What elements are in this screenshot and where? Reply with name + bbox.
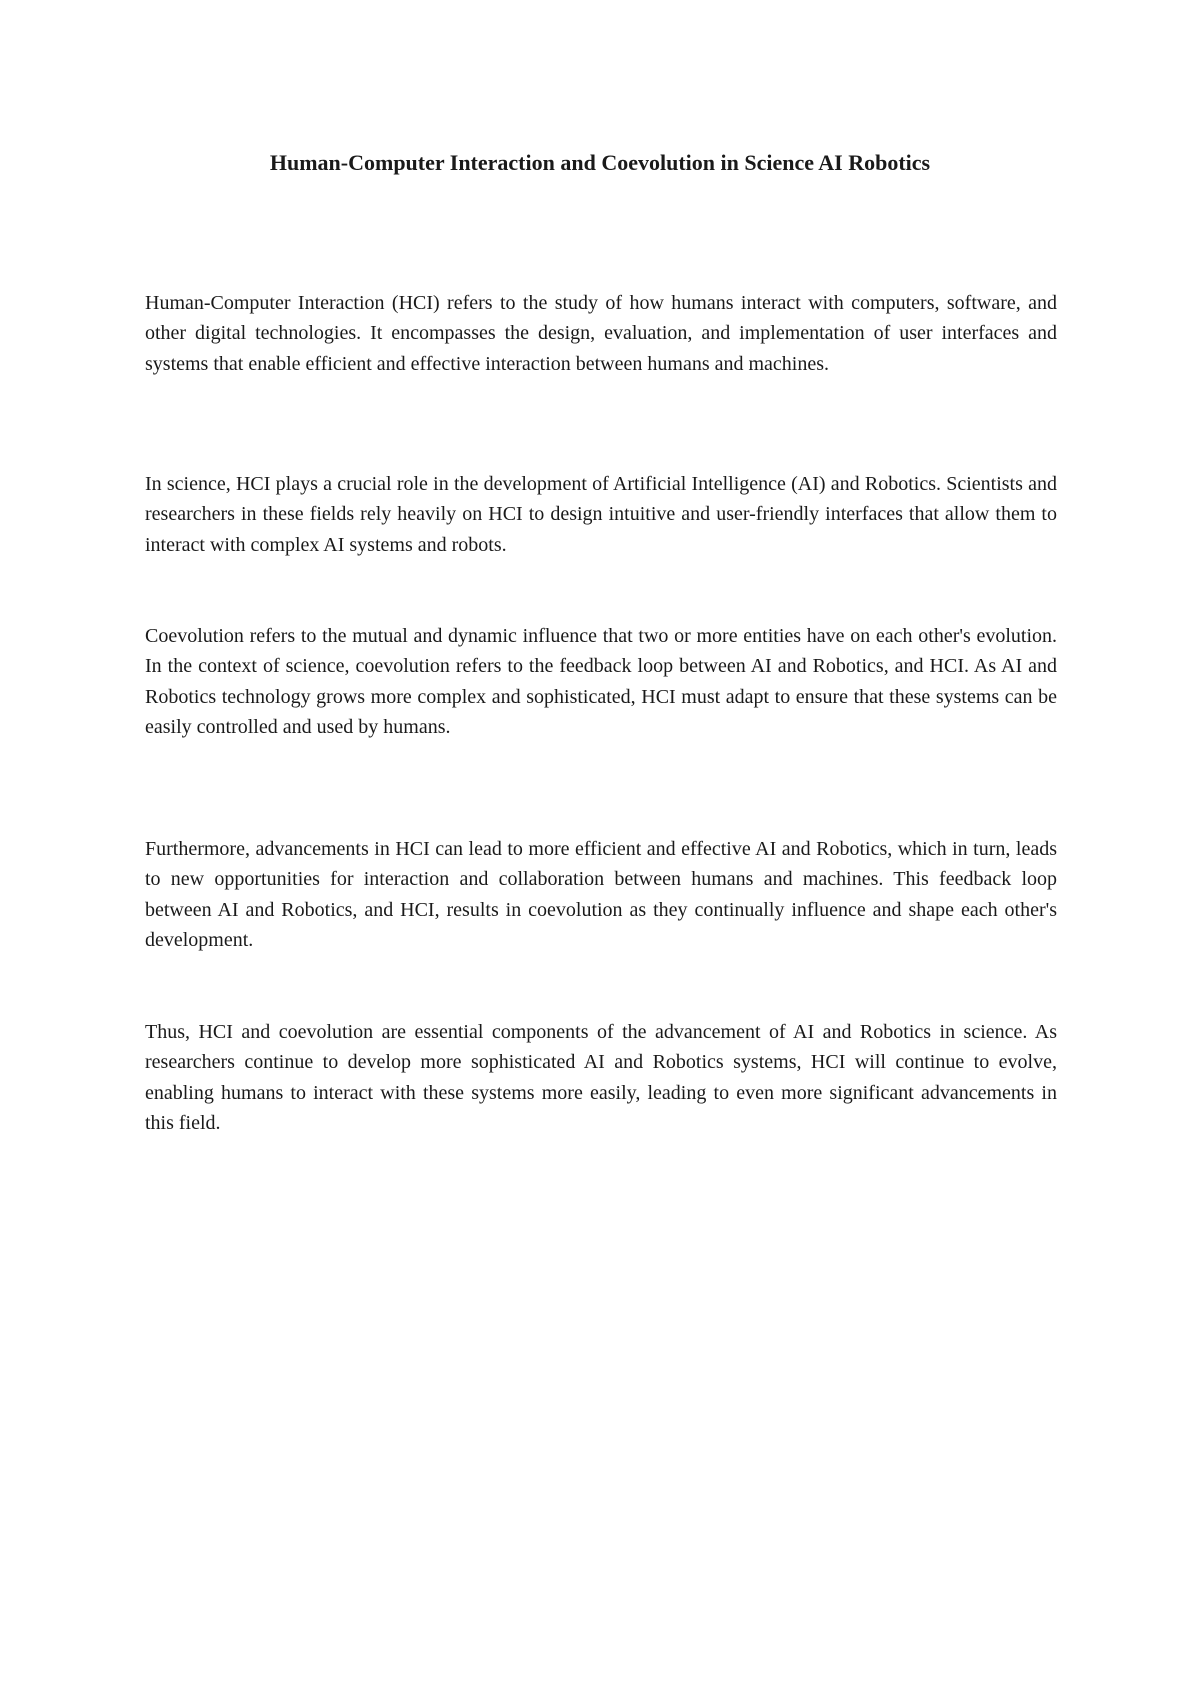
paragraph-conclusion: Thus, HCI and coevolution are essential components of the advancement of AI and Robotics in science. As researchers continue to develop more sophisticated AI and Robotics systems, HCI will continue to evolve, enabling humans to interact with these systems more easily, leading to even more significant advancements in this field. bbox=[145, 1021, 1057, 1135]
paragraph-hci-definition: Human-Computer Interaction (HCI) refers to the study of how humans interact with computers, software, and other digital technologies. It encompasses the design, evaluation, and implementation of user interfaces and systems that enable efficient and effective interaction between humans and machines. bbox=[145, 292, 1057, 375]
paragraph-hci-in-science: In science, HCI plays a crucial role in the development of Artificial Intelligence (AI) and Robotics. Scientists and researchers in these fields rely heavily on HCI to design intuitive and user-friendly interfaces that allow them to interact with complex AI systems and robots. bbox=[145, 473, 1057, 556]
document-title: Human-Computer Interaction and Coevolution in Science AI Robotics bbox=[269, 150, 931, 175]
paragraph-coevolution: Coevolution refers to the mutual and dynamic influence that two or more entities have on each other's evolution. In the context of science, coevolution refers to the feedback loop between AI and Robotics, and HCI. As AI and Robotics technology grows more complex and sophisticated, HCI must adapt to ensure that these systems can be easily controlled and used by humans. bbox=[145, 625, 1057, 739]
paragraph-advancements: Furthermore, advancements in HCI can lead to more efficient and effective AI and Robotics, which in turn, leads to new opportunities for interaction and collaboration between humans and machines. This feedback loop between AI and Robotics, and HCI, results in coevolution as they continually influence and shape each other's development. bbox=[145, 838, 1057, 952]
